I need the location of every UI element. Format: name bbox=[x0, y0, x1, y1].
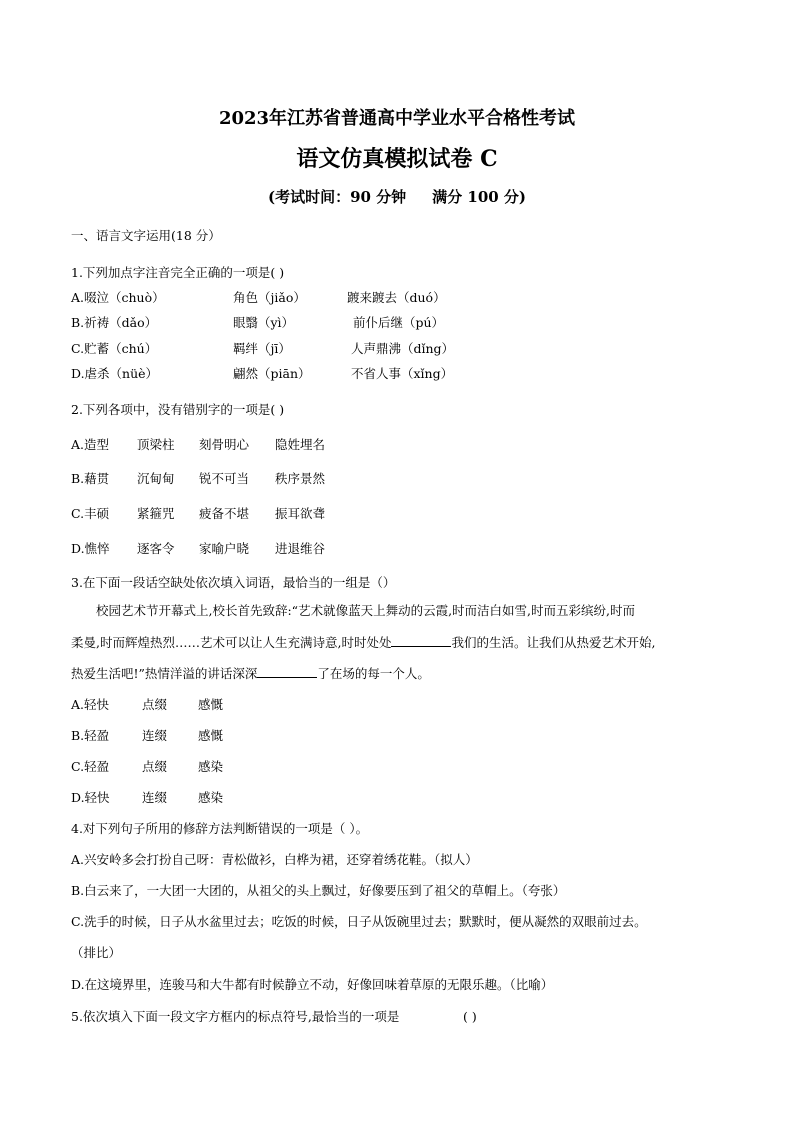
q3-blank-1 bbox=[391, 634, 451, 647]
q2-option-d-1: D.憔悴 bbox=[71, 541, 110, 556]
q2-option-d-3: 家喻户晓 bbox=[199, 541, 250, 556]
q3-option-c-2: 点缀 bbox=[142, 759, 168, 774]
q3-option-d-3: 感染 bbox=[198, 790, 224, 805]
q3-option-d-1: D.轻快 bbox=[71, 790, 110, 805]
q1-option-a-2: 角色（jiǎo） bbox=[233, 290, 306, 305]
q4-option-a: A.兴安岭多会打扮自己呀：青松做衫，白桦为裙，还穿着绣花鞋。（拟人） bbox=[71, 852, 478, 867]
q3-option-b-1: B.轻盈 bbox=[71, 728, 110, 743]
q1-option-c-1: C.贮蓄（chú） bbox=[71, 341, 158, 356]
question-1-stem: 1.下列加点字注音完全正确的一项是( ) bbox=[71, 265, 285, 280]
q2-option-b-1: B.藉贯 bbox=[71, 471, 110, 486]
q2-option-c-3: 疲备不堪 bbox=[199, 506, 250, 521]
q3-blank-2 bbox=[257, 665, 317, 678]
exam-title-line2: 语文仿真模拟试卷 C bbox=[296, 146, 498, 172]
q1-option-c-2: 羁绊（jī） bbox=[233, 341, 291, 356]
q1-option-a-3: 踱来踱去（duó） bbox=[347, 290, 446, 305]
q1-option-d-1: D.虐杀（nüè） bbox=[71, 366, 159, 381]
q3-option-a-1: A.轻快 bbox=[71, 697, 110, 712]
q3-option-c-1: C.轻盈 bbox=[71, 759, 110, 774]
q3-passage-line2-start: 柔曼,时而辉煌热烈……艺术可以让人生充满诗意,时时处处 bbox=[71, 635, 392, 650]
q3-option-a-2: 点缀 bbox=[142, 697, 168, 712]
q2-option-a-3: 刻骨明心 bbox=[199, 437, 250, 452]
q3-passage-line2 bbox=[71, 634, 655, 651]
q3-passage-line2-end: 我们的生活。让我们从热爱艺术开始, bbox=[451, 635, 656, 650]
q1-option-d-3: 不省人事（xǐng） bbox=[351, 366, 454, 381]
q3-passage-line1: 校园艺术节开幕式上,校长首先致辞:“艺术就像蓝天上舞动的云霞,时而洁白如雪,时而五彩缤纷,时而 bbox=[96, 603, 635, 618]
q3-option-b-2: 连缀 bbox=[142, 728, 168, 743]
exam-info bbox=[0, 186, 794, 207]
q2-option-a-4: 隐姓埋名 bbox=[275, 437, 326, 452]
q3-option-b-3: 感慨 bbox=[198, 728, 224, 743]
q2-option-d-4: 进退维谷 bbox=[275, 541, 326, 556]
q4-option-b: B.白云来了，一大团一大团的，从祖父的头上飘过，好像要压到了祖父的草帽上。（夸张） bbox=[71, 883, 566, 898]
q2-option-c-1: C.丰硕 bbox=[71, 506, 110, 521]
q3-passage-line3 bbox=[71, 665, 430, 682]
q2-option-b-3: 锐不可当 bbox=[199, 471, 250, 486]
q1-option-b-1: B.祈祷（dǎo） bbox=[71, 315, 158, 330]
q2-option-a-1: A.造型 bbox=[71, 437, 110, 452]
q2-option-c-4: 振耳欲聋 bbox=[275, 506, 326, 521]
q2-option-d-2: 逐客令 bbox=[137, 541, 175, 556]
q2-option-b-2: 沉甸甸 bbox=[137, 471, 175, 486]
section-heading: 一、语言文字运用(18 分） bbox=[71, 228, 221, 243]
question-5-answer-paren: ( ) bbox=[463, 1009, 477, 1024]
q4-option-d: D.在这境界里，连骏马和大牛都有时候静立不动，好像回味着草原的无限乐趣。（比喻） bbox=[71, 977, 554, 992]
q3-option-d-2: 连缀 bbox=[142, 790, 168, 805]
q3-passage-line3-end: 了在场的每一个人。 bbox=[317, 666, 430, 681]
q4-option-c-line1: C.洗手的时候，日子从水盆里过去；吃饭的时候，日子从饭碗里过去；默默时，便从凝然的双眼前过去。 bbox=[71, 914, 647, 929]
q1-option-a-1: A.啜泣（chuò） bbox=[71, 290, 165, 305]
exam-title-line1: 2023年江苏省普通高中学业水平合格性考试 bbox=[218, 108, 576, 129]
q1-option-d-2: 翩然（piān） bbox=[233, 366, 311, 381]
question-5-stem: 5.依次填入下面一段文字方框内的标点符号,最恰当的一项是 bbox=[71, 1009, 400, 1024]
q2-option-a-2: 顶梁柱 bbox=[137, 437, 175, 452]
q3-passage-line3-start: 热爱生活吧!”热情洋溢的讲话深深 bbox=[71, 666, 258, 681]
exam-time: (考试时间：90 分钟 bbox=[267, 188, 407, 206]
q2-option-c-2: 紧箍咒 bbox=[137, 506, 175, 521]
q1-option-c-3: 人声鼎沸（dǐng） bbox=[351, 341, 455, 356]
question-4-stem: 4.对下列句子所用的修辞方法判断错误的一项是（ ）。 bbox=[71, 821, 369, 836]
question-2-stem: 2.下列各项中，没有错别字的一项是( ) bbox=[71, 402, 285, 417]
q3-option-a-3: 感慨 bbox=[198, 697, 224, 712]
q4-option-c-line2: （排比） bbox=[71, 945, 122, 960]
full-score: 满分 100 分) bbox=[432, 188, 527, 206]
q1-option-b-3: 前仆后继（pú） bbox=[353, 315, 445, 330]
q3-option-c-3: 感染 bbox=[198, 759, 224, 774]
q2-option-b-4: 秩序景然 bbox=[275, 471, 326, 486]
question-3-stem: 3.在下面一段话空缺处依次填入词语，最恰当的一组是（） bbox=[71, 575, 396, 590]
q1-option-b-2: 眼翳（yì） bbox=[233, 315, 295, 330]
